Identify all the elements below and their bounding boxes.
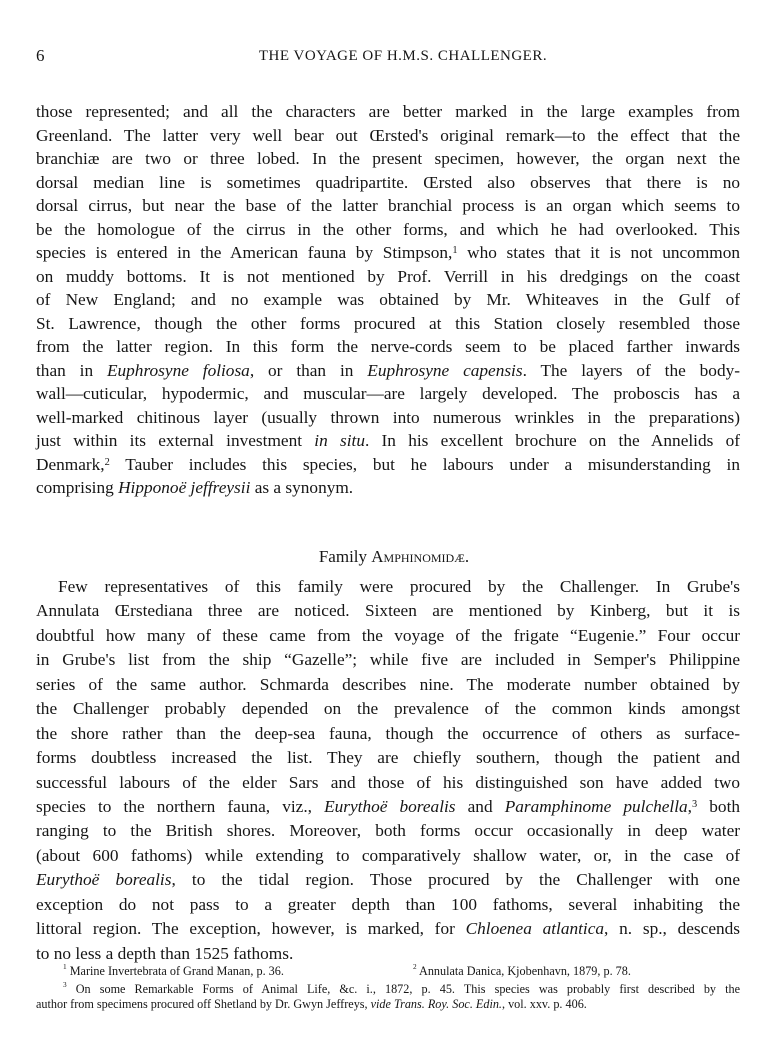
line-content [36,408,740,427]
line-content [36,797,740,816]
text-run: On some Remarkable Forms of Animal Life, &c. i., 1872, p. 45. This species was probably first described by the [66,982,740,996]
page-number: 6 [36,46,45,65]
line-content [36,102,740,121]
line-content [36,650,740,669]
text-run: just within its external investment [36,431,315,450]
line-content [36,626,740,645]
text-line [36,982,740,997]
line-content [36,895,740,914]
text-run: dorsal cirrus, but near the base of the latter branchial process is an organ which seems to [36,196,740,215]
text-line [36,844,740,868]
footnote-text: Annulata Danica, Kjobenhavn, 1879, p. 78. [416,964,631,978]
text-run: as a synonym. [250,478,354,497]
text-line [36,795,740,819]
running-header [36,46,740,68]
text-run: , to the tidal region. Those procured by the Challenger with one [171,870,740,890]
text-run: Tauber includes this species, but he labours under a misunderstanding in [109,454,740,474]
line-content [36,337,740,356]
text-run: , [687,796,692,816]
text-line [36,171,740,195]
line-content [36,773,740,792]
text-run: both [697,796,741,816]
line-content [36,870,740,889]
line-content [36,149,740,168]
text-run: , vol. xxv. p. 406. [501,997,587,1011]
text-run: those represented; and all the characters are better marked in the large examples from [36,102,740,121]
line-content [36,455,740,474]
text-run: series of the same author. Schmarda describes nine. The moderate number obtained by [36,674,740,694]
text-run: of New England; and no example was obtained by Mr. Whiteaves in the Gulf of [36,290,740,309]
italic-term: Hipponoë jeffreysii [118,478,251,497]
text-run: species is entered in the American fauna by Stimpson, [36,243,453,262]
text-line [36,265,740,289]
line-content [36,724,740,743]
text-line [36,868,740,892]
text-line [36,335,740,359]
line-content [36,243,740,262]
line-content [36,699,740,718]
text-run: from the latter region. In this form the nerve-cords seem to be placed farther inwards [36,337,740,356]
footnote-mark: 1 [63,962,67,971]
text-run: who states that it is not uncommon [457,243,740,262]
line-content [36,919,740,938]
text-line [36,476,740,500]
text-run: exception do not pass to a greater depth than 100 fathoms, several inhabiting the [36,894,740,914]
section-heading-prefix: Family [318,547,372,566]
text-run: species to the northern fauna, viz., [36,796,325,816]
footnote-reference: 2 [104,456,110,468]
line-content [36,944,293,963]
text-run: the shore rather than the deep-sea fauna, though the occurrence of others as surface- [36,723,740,743]
italic-term: vide Trans. Roy. Soc. Edin. [370,997,502,1011]
italic-term: Paramphinome pulchella [504,796,688,816]
line-content [36,314,740,333]
text-line [36,453,740,477]
text-run: St. Lawrence, though the other forms procured at this Station closely resembled those [36,313,740,333]
section-heading [0,547,776,567]
text-line [36,942,740,966]
text-line [36,218,740,242]
line-content [36,196,740,215]
text-line [36,624,740,648]
section-heading-family: Amphinomidæ. [371,547,470,566]
text-run: on muddy bottoms. It is not mentioned by Prof. Verrill in his dredgings on the coast [36,266,740,286]
text-run: to no less a depth than 1525 fathoms. [36,943,294,963]
text-line [36,241,740,265]
text-run: successful labours of the elder Sars and those of his distinguished son have added two [36,772,740,792]
line-content [58,577,740,596]
text-run: , n. sp., descends [604,919,740,939]
line-content [63,982,740,996]
line-content [36,675,740,694]
text-run: comprising [36,478,119,497]
line-content [36,478,353,497]
running-title: THE VOYAGE OF H.M.S. CHALLENGER. [258,48,548,64]
italic-term: Euphrosyne capensis [367,360,523,380]
text-line [36,819,740,843]
line-content [36,997,587,1011]
line-content [36,267,740,286]
text-line [36,124,740,148]
paragraph-oersted-comparison [36,100,740,500]
line-content [36,290,740,309]
line-content [36,361,740,380]
text-run: wall—cuticular, hypodermic, and muscular—are largely developed. The proboscis has a [36,384,740,403]
text-line [36,100,740,124]
text-run: forms doubtless increased the list. They are chiefly southern, though the patient and [36,748,740,768]
text-run: the Challenger probably depended on the prevalence of the common kinds amongst [36,699,740,719]
text-run: littoral region. The exception, however, is marked, for [36,919,466,939]
text-line [36,917,740,941]
text-run: in Grube's list from the ship “Gazelle”; while five are included in Semper's Philippine [36,650,740,670]
text-run: dorsal median line is sometimes quadripartite. Œrsted also observes that there is no [36,172,740,192]
footnote-reference: 3 [63,980,67,989]
line-content [36,126,740,145]
italic-term: Euphrosyne foliosa [106,360,250,380]
text-run: be the homologue of the cirrus in the other forms, and which he had overlooked. This [36,219,740,239]
text-line [36,147,740,171]
text-run: . In his excellent brochure on the Annelids of [364,431,740,450]
text-line [36,746,740,770]
text-line [36,697,740,721]
footnote-2 [413,964,631,979]
footnote-3 [36,982,740,1012]
text-line [36,722,740,746]
italic-term: Eurythoë borealis [324,796,456,816]
text-run: branchiæ are two or three lobed. In the present specimen, however, the organ next the [36,149,740,168]
text-run: Greenland. The latter very well bear out Œrsted's original remark—to the effect that the [36,125,740,145]
text-line [36,288,740,312]
text-line [36,599,740,623]
text-line [36,997,740,1012]
text-line [36,406,740,430]
text-line [36,382,740,406]
text-run: Annulata Œrstediana three are noticed. Sixteen are mentioned by Kinberg, but it is [36,601,740,621]
footnote-text: Marine Invertebrata of Grand Manan, p. 36. [66,964,284,978]
line-content [36,748,740,767]
text-run: , or than in [249,360,368,380]
text-line [36,771,740,795]
line-content [36,173,740,192]
italic-term: Chloenea atlantica [465,919,605,939]
footnote-1 [63,964,284,979]
text-line [36,312,740,336]
text-run: Few representatives of this family were procured by the Challenger. In Grube's [58,577,740,596]
text-run: well-marked chitinous layer (usually thrown into numerous wrinkles in the preparations) [36,407,740,427]
text-run: ranging to the British shores. Moreover, both forms occur occasionally in deep water [36,821,740,841]
paragraph-amphinomidae [36,575,740,966]
line-content [36,846,740,865]
text-run: . The layers of the body- [522,360,740,380]
line-content [36,220,740,239]
footnote-mark: 2 [413,962,417,971]
text-run: than in [36,360,107,380]
text-line [36,893,740,917]
line-content [36,431,740,450]
text-line [36,194,740,218]
text-line [36,673,740,697]
text-run: Denmark, [36,454,105,474]
text-run: author from specimens procured off Shetland by Dr. Gwyn Jeffreys, [36,997,371,1011]
line-content [36,384,740,403]
footnote-reference: 3 [692,798,698,810]
text-run: (about 600 fathoms) while extending to comparatively shallow water, or, in the case of [36,845,740,865]
text-run: doubtful how many of these came from the voyage of the frigate “Eugenie.” Four occur [36,625,740,645]
line-content [36,601,740,620]
text-line [36,575,740,599]
text-run: and [455,796,505,816]
text-line [36,648,740,672]
text-line [36,429,740,453]
italic-term: Eurythoë borealis [36,870,172,890]
line-content [36,821,740,840]
italic-term: in situ [314,431,365,450]
text-line [36,359,740,383]
footnote-reference: 1 [452,245,458,256]
